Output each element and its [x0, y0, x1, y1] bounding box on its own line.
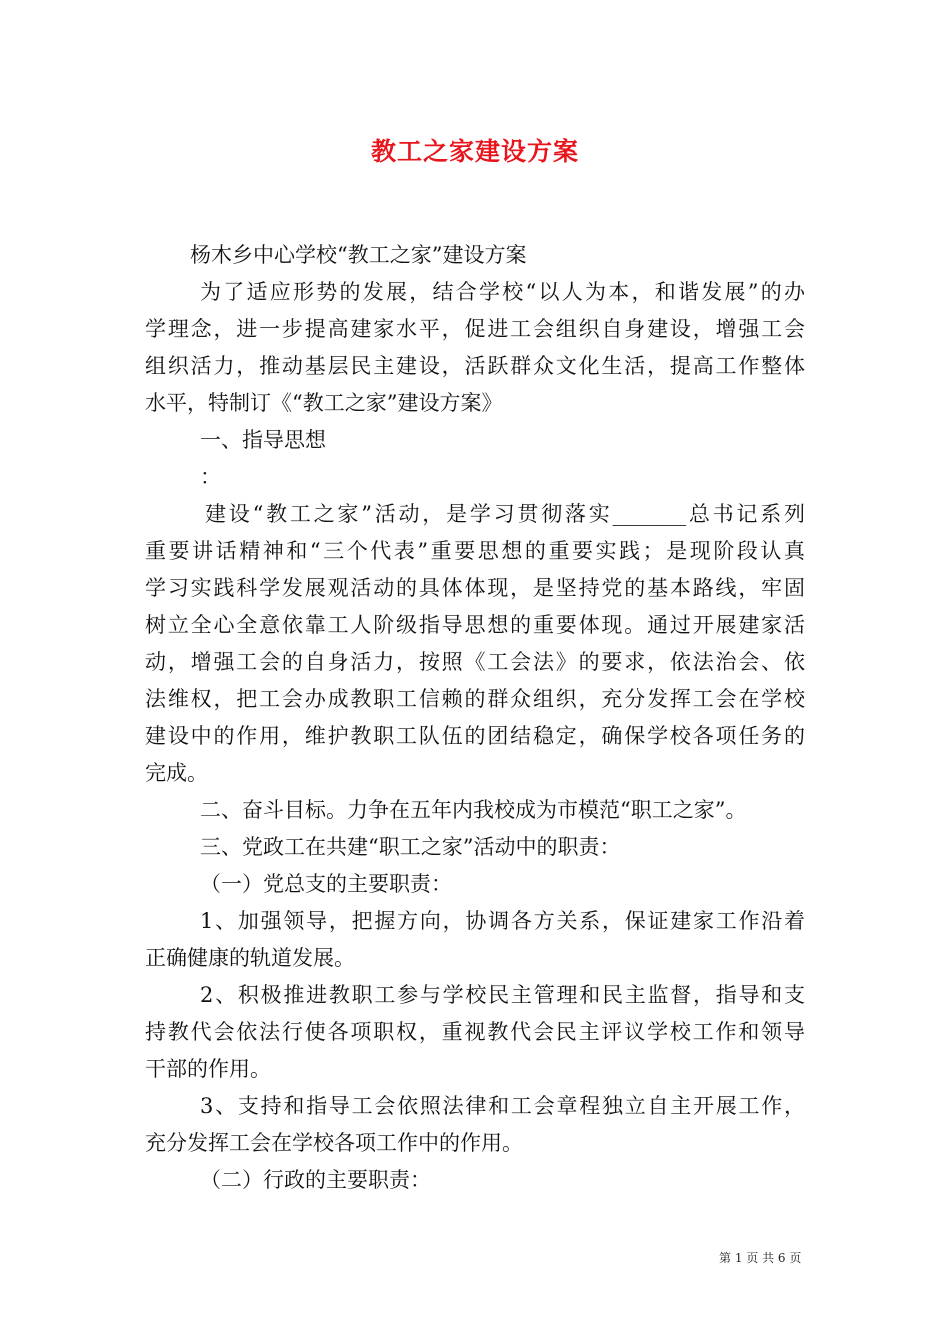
text-line: 为了适应形势的发展，结合学校“以人为本，和谐发展”的办	[200, 280, 805, 304]
text-line: 建设中的作用，维护教职工队伍的团结稳定，确保学校各项任务的	[145, 724, 805, 748]
text-line: 建设“教工之家”活动，是学习贯彻落实_______总书记系列	[205, 502, 805, 526]
text-line: 水平，特制订《“教工之家”建设方案》	[145, 391, 503, 415]
section-heading: 一、指导思想	[200, 428, 326, 452]
document-body	[145, 237, 805, 1199]
subtitle-line: 杨木乡中心学校“教工之家”建设方案	[190, 243, 527, 267]
section-heading: 三、党政工在共建“职工之家”活动中的职责：	[200, 835, 621, 859]
text-line: 干部的作用。	[145, 1057, 271, 1081]
list-item: 1、加强领导，把握方向，协调各方关系，保证建家工作沿着	[200, 909, 805, 933]
subsection-heading: （二）行政的主要职责：	[200, 1168, 431, 1192]
text-line: 重要讲话精神和“三个代表”重要思想的重要实践；是现阶段认真	[145, 539, 805, 563]
text-line: 法维权，把工会办成教职工信赖的群众组织，充分发挥工会在学校	[145, 687, 805, 711]
list-item: 3、支持和指导工会依照法律和工会章程独立自主开展工作，	[200, 1094, 805, 1118]
text-line: ：	[200, 465, 221, 489]
subsection-heading: （一）党总支的主要职责：	[200, 872, 452, 896]
document-title: 教工之家建设方案	[370, 137, 579, 166]
text-line: 动，增强工会的自身活力，按照《工会法》的要求，依法治会、依	[145, 650, 805, 674]
text-line: 树立全心全意依靠工人阶级指导思想的重要体现。通过开展建家活	[145, 613, 805, 637]
list-item: 2、积极推进教职工参与学校民主管理和民主监督，指导和支	[200, 983, 805, 1007]
section-heading: 二、奋斗目标。力争在五年内我校成为市模范“职工之家”。	[200, 798, 747, 822]
page-number: 第 1 页 共 6 页	[719, 1251, 802, 1265]
text-line: 完成。	[145, 761, 208, 785]
text-line: 持教代会依法行使各项职权，重视教代会民主评议学校工作和领导	[145, 1020, 805, 1044]
text-line: 学习实践科学发展观活动的具体体现，是坚持党的基本路线，牢固	[145, 576, 805, 600]
text-line: 组织活力，推动基层民主建设，活跃群众文化生活，提高工作整体	[145, 354, 805, 378]
text-line: 学理念，进一步提高建家水平，促进工会组织自身建设，增强工会	[145, 317, 805, 341]
text-line: 充分发挥工会在学校各项工作中的作用。	[145, 1131, 523, 1155]
text-line: 正确健康的轨道发展。	[145, 946, 355, 970]
